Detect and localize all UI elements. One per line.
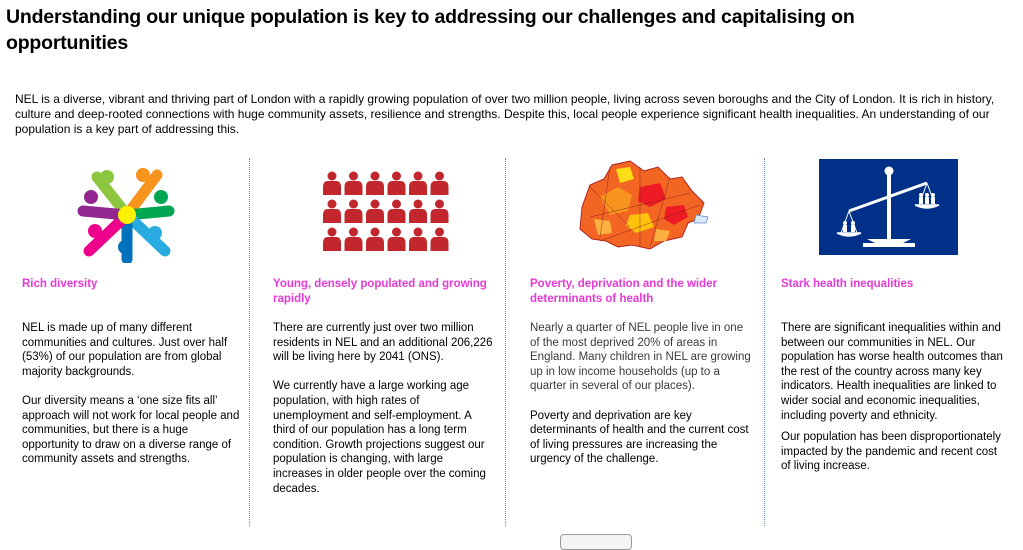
column-paragraph: Nearly a quarter of NEL people live in one of the most deprived 20% of areas in England. Many children in NEL are growing up in low income households (up to a quarter in several of our places).	[530, 322, 751, 393]
person-icon	[409, 200, 427, 224]
column-heading: Poverty, deprivation and the wider determinants of health	[530, 278, 718, 305]
column-body	[22, 321, 244, 482]
person-icon	[388, 228, 406, 252]
person-icon	[409, 172, 427, 196]
person-icon	[388, 200, 406, 224]
column-body	[781, 321, 1003, 481]
deprivation-map-icon	[570, 157, 710, 257]
column-body	[530, 321, 752, 482]
column-paragraph: Our population has been disproportionately impacted by the pandemic and recent cost of living increase.	[781, 431, 1001, 473]
crowd-icon	[321, 167, 453, 253]
column-divider	[505, 158, 506, 526]
person-icon	[431, 172, 449, 196]
person-icon	[323, 200, 341, 224]
person-icon	[345, 200, 363, 224]
person-icon	[431, 228, 449, 252]
column-paragraph: NEL is made up of many different communities and cultures. Just over half (53%) of our population are from global majority backgrounds.	[22, 322, 228, 378]
person-icon	[409, 228, 427, 252]
column-body	[273, 321, 495, 511]
person-icon	[366, 228, 384, 252]
column-divider	[764, 158, 765, 526]
slide-tab[interactable]	[560, 534, 632, 550]
column-paragraph: There are significant inequalities within and between our communities in NEL. Our population has worse health outcomes than the rest of the country across many key indicators. Health inequalities are linked to wider social and economic inequalities, including poverty and ethnicity.	[781, 322, 1003, 422]
scales-icon	[819, 159, 958, 255]
person-icon	[345, 228, 363, 252]
column-paragraph: We currently have a large working age population, with high rates of unemployment and self-employment. A third of our population has a long term condition. Growth projections suggest our population is changing, with large increases in older people over the coming decades.	[273, 380, 486, 495]
person-icon	[323, 228, 341, 252]
person-icon	[323, 172, 341, 196]
column-heading: Young, densely populated and growing rapidly	[273, 278, 487, 305]
column-divider	[249, 158, 250, 526]
column-paragraph: Our diversity means a ‘one size fits all’ approach will not work for local people and communities, but there is a huge opportunity to draw on a diverse range of community assets and strengths.	[22, 394, 240, 466]
column-heading: Rich diversity	[22, 278, 98, 290]
intro-text: NEL is a diverse, vibrant and thriving part of London with a rapidly growing population of over two million people, living across seven boroughs and the City of London. It is rich in history, culture and deep-rooted connections with huge community assets, resilience and strengths. Despite this, local people experience significant health inequalities. An understanding of our population is a key part of addressing this.	[15, 92, 995, 136]
person-icon	[345, 172, 363, 196]
diverse-people-icon	[77, 167, 177, 263]
person-icon	[431, 200, 449, 224]
page-title: Understanding our unique population is key to addressing our challenges and capitalising on opportunities	[6, 6, 855, 54]
column-paragraph: Poverty and deprivation are key determinants of health and the current cost of living pressures are increasing the urgency of the challenge.	[530, 409, 749, 466]
person-icon	[366, 172, 384, 196]
person-icon	[388, 172, 406, 196]
column-paragraph: There are currently just over two million residents in NEL and an additional 206,226 will be living here by 2041 (ONS).	[273, 322, 493, 364]
column-heading: Stark health inequalities	[781, 278, 914, 290]
person-icon	[366, 200, 384, 224]
